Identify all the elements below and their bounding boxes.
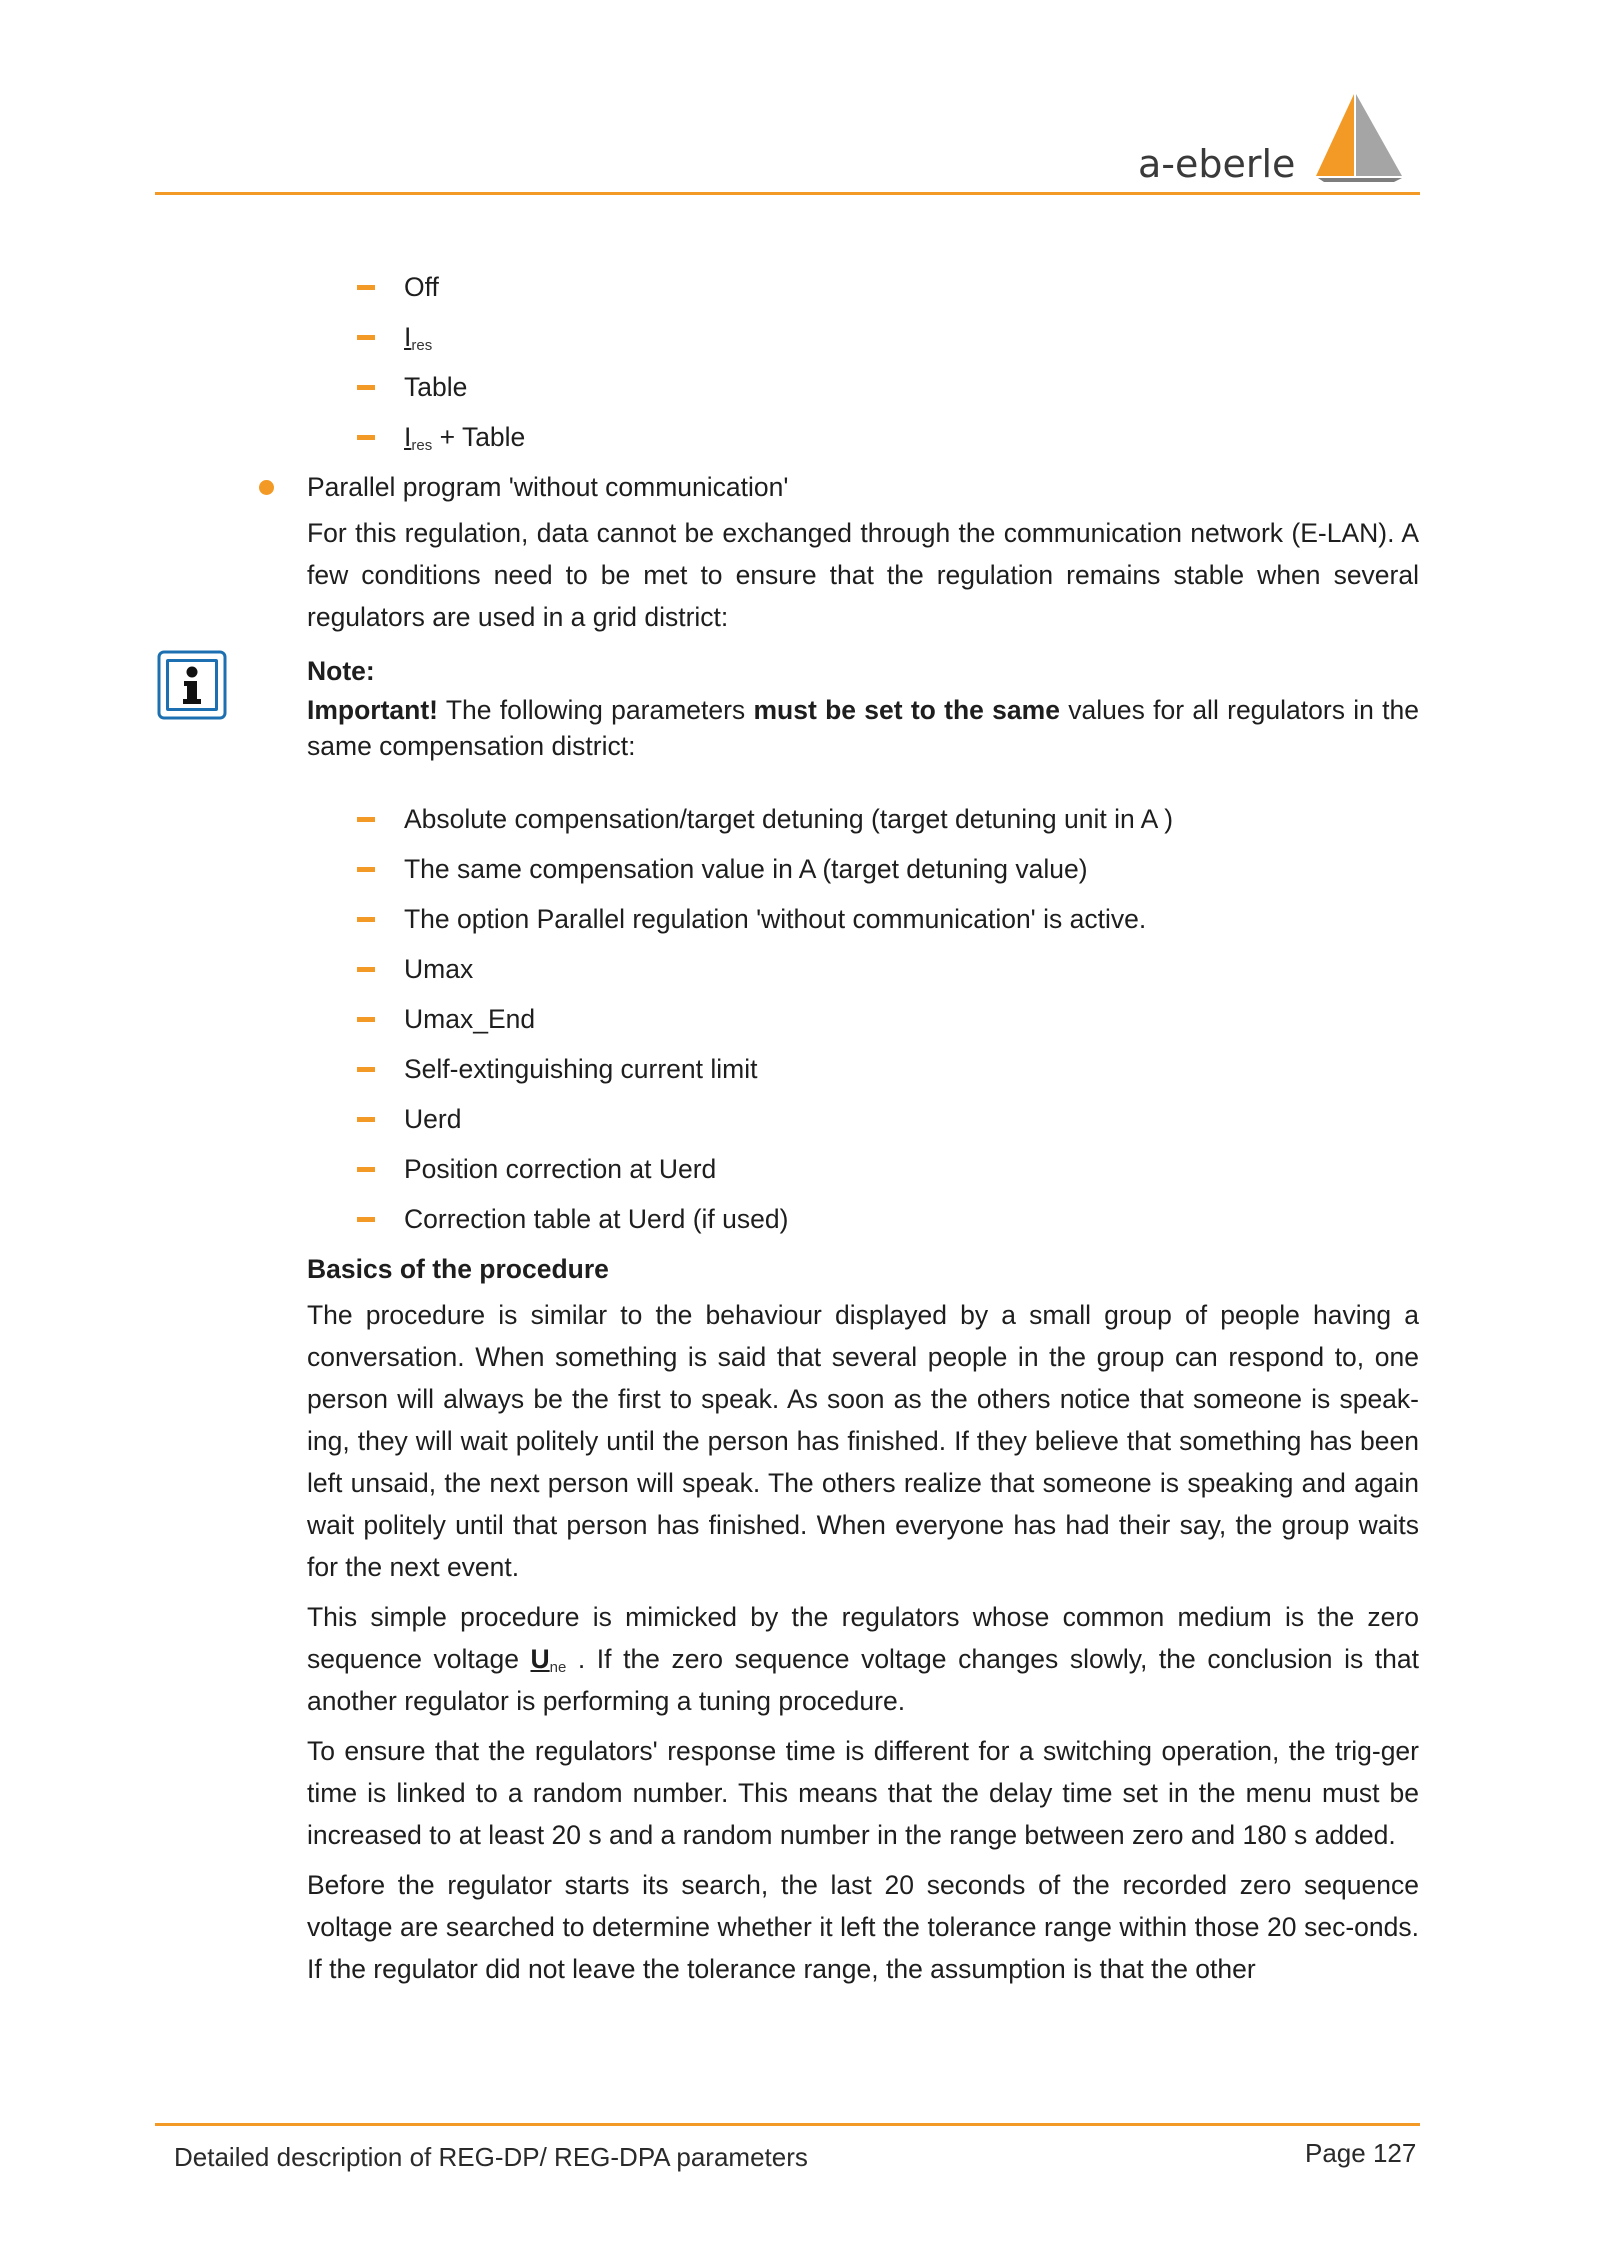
list-item <box>357 944 1419 994</box>
dash-icon <box>357 285 375 290</box>
paragraph-2-a: This simple procedure is mimicked by the regulators whose common medium is the zero sequence voltage <box>307 1602 1419 1674</box>
subscript-ne: ne <box>549 1659 567 1676</box>
dash-icon <box>357 435 375 440</box>
dash-icon <box>357 1017 375 1022</box>
paragraph-1: The procedure is similar to the behaviour displayed by a small group of people having a conversation. When something is said that several people in the group can respond to, one person will always be the first to speak. As soon as the others notice that someone is speak-ing, they will wait politely until the person has finished. If they believe that something has been left unsaid, the next person will speak. The others realize that someone is speaking and again wait politely until that person has finished. When everyone has had their say, the group waits for the next event. <box>307 1300 1419 1582</box>
logo-text: a-eberle <box>1138 142 1296 186</box>
section-heading: Basics of the procedure <box>307 1254 609 1284</box>
list-item <box>357 362 1419 412</box>
list-item <box>357 1044 1419 1094</box>
dash-icon <box>357 967 375 972</box>
list-item <box>357 1094 1419 1144</box>
list-item-text: Correction table at Uerd (if used) <box>404 1204 789 1234</box>
info-icon <box>157 650 227 720</box>
company-logo <box>1138 90 1428 188</box>
list-item-text: Absolute compensation/target detuning (target detuning unit in A ) <box>404 804 1174 834</box>
paragraph-3: To ensure that the regulators' response time is different for a switching operation, the trig-ger time is linked to a random number. This means that the delay time set in the menu must be increased to at least 20 s and a random number in the range between zero and 180 s added. <box>307 1736 1419 1850</box>
list-item <box>357 312 1419 362</box>
note-text-bold: must be set to the same <box>753 695 1060 725</box>
symbol-u: U <box>530 1644 550 1674</box>
list-item <box>357 894 1419 944</box>
note-important: Important! <box>307 695 439 725</box>
dash-icon <box>357 817 375 822</box>
list-item-text: Self-extinguishing current limit <box>404 1054 758 1084</box>
list-item <box>357 794 1419 844</box>
dash-icon <box>357 1217 375 1222</box>
bullet-item <box>259 462 1371 512</box>
symbol-i: I <box>404 422 412 452</box>
list-item <box>357 994 1419 1044</box>
note-text <box>307 692 1419 764</box>
list-item-text: Uerd <box>404 1104 462 1134</box>
subscript-res: res <box>411 337 433 354</box>
paragraph-2 <box>307 1596 1419 1722</box>
list-item-text: The same compensation value in A (target detuning value) <box>404 854 1088 884</box>
dash-icon <box>357 867 375 872</box>
note-label: Note: <box>307 656 375 686</box>
list-item <box>357 1194 1419 1244</box>
dash-icon <box>357 335 375 340</box>
bullet-text: Parallel program 'without communication' <box>307 472 789 502</box>
subscript-res: res <box>411 437 433 454</box>
list-item-text: Off <box>404 272 439 302</box>
dash-icon <box>357 917 375 922</box>
list-item-text: Umax_End <box>404 1004 536 1034</box>
list-item <box>357 844 1419 894</box>
note-box <box>307 650 1419 764</box>
logo-triangle-icon <box>1306 90 1404 182</box>
footer-document-title: Detailed description of REG-DP/ REG-DPA parameters <box>174 2142 808 2172</box>
paragraph-4: Before the regulator starts its search, the last 20 seconds of the recorded zero sequence voltage are searched to determine whether it left the tolerance range within those 20 sec-onds. If the regulator did not leave the tolerance range, the assumption is that the other <box>307 1870 1419 1984</box>
page-content <box>307 262 1419 1990</box>
parameter-list <box>307 794 1419 1244</box>
list-item <box>357 412 1419 462</box>
list-item-text: Table <box>404 372 468 402</box>
list-item-text: Umax <box>404 954 474 984</box>
footer-rule <box>155 2123 1420 2126</box>
list-item <box>357 1144 1419 1194</box>
list-item-text: Position correction at Uerd <box>404 1154 717 1184</box>
header-rule <box>155 192 1420 195</box>
symbol-i: I <box>404 322 412 352</box>
dash-icon <box>357 385 375 390</box>
dash-icon <box>357 1067 375 1072</box>
intro-paragraph: For this regulation, data cannot be exchanged through the communication network (E-LAN). A few conditions need to be met to ensure that the regulation remains stable when several regulators are used in a grid district: <box>307 518 1419 632</box>
paragraph-2-b: . If the zero sequence voltage changes slowly, the conclusion is that another regulator is performing a tuning procedure. <box>307 1644 1419 1716</box>
list-item-text: + Table <box>432 422 526 452</box>
bullet-dot-icon <box>259 480 274 495</box>
list-item <box>357 262 1419 312</box>
footer-page-number: Page 127 <box>1305 2138 1417 2168</box>
note-text-b: values for all regulators in the same compensation district: <box>307 695 1419 761</box>
dash-icon <box>357 1167 375 1172</box>
list-item-text: The option Parallel regulation 'without communication' is active. <box>404 904 1147 934</box>
option-list <box>307 262 1419 462</box>
dash-icon <box>357 1117 375 1122</box>
note-text-a: The following parameters <box>438 695 754 725</box>
